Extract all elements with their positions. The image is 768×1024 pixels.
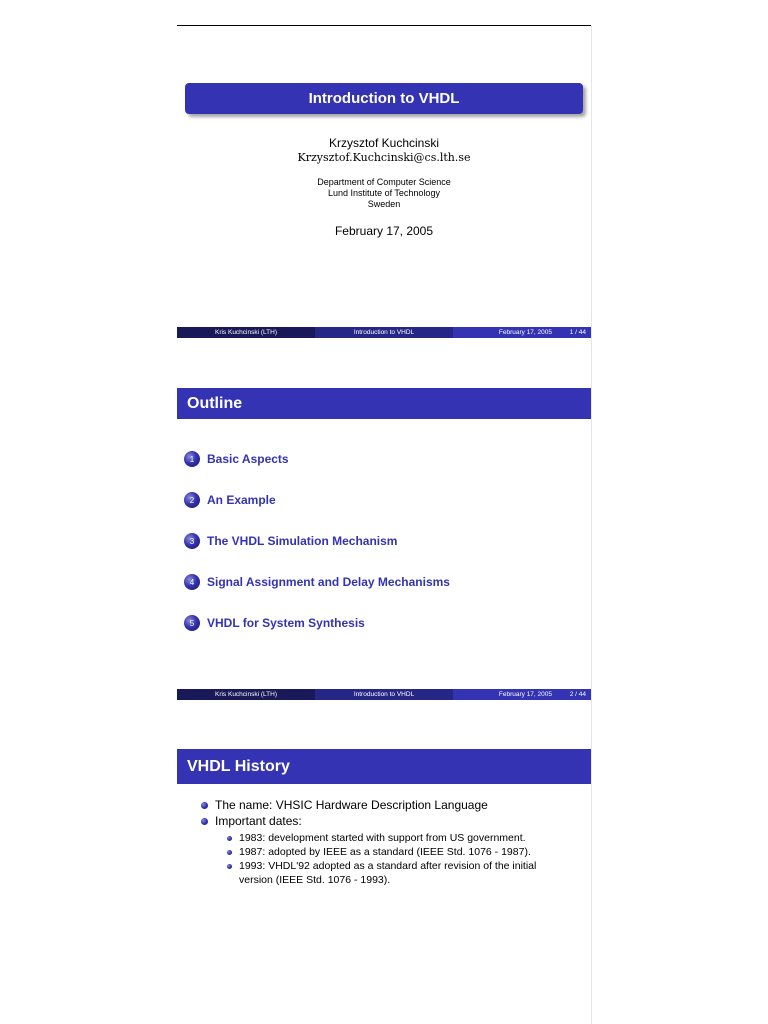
section-number-icon: 2 xyxy=(184,492,200,508)
presentation-date: February 17, 2005 xyxy=(334,224,434,238)
sub-bullet-text: 1993: VHDL'92 adopted as a standard after revision of the initial version (IEEE Std. 1076 - 1993). xyxy=(239,860,537,886)
section-number-icon: 3 xyxy=(184,533,200,549)
footer-title: Introduction to VHDL xyxy=(315,327,453,338)
page-right-edge xyxy=(591,25,592,1024)
sub-bullet-icon xyxy=(227,836,232,841)
outline-item-label: Basic Aspects xyxy=(207,452,289,466)
bullet-item xyxy=(201,798,488,812)
slide-vhdl-history xyxy=(177,749,591,1024)
slide-title-page xyxy=(177,26,591,338)
outline-item[interactable] xyxy=(184,615,365,631)
sub-bullet-icon xyxy=(227,864,232,869)
footer-info xyxy=(453,689,591,700)
institute-department: Department of Computer Science xyxy=(317,177,451,187)
author-email: Krzysztof.Kuchcinski@cs.lth.se xyxy=(297,151,471,164)
slide-outline xyxy=(177,388,591,700)
outline-item[interactable] xyxy=(184,492,276,508)
sub-bullet-text: 1987: adopted by IEEE as a standard (IEEE Std. 1076 - 1987). xyxy=(239,846,531,858)
outline-item[interactable] xyxy=(184,574,450,590)
slide-footer xyxy=(177,327,591,338)
footer-page-number: 1 / 44 xyxy=(569,329,586,336)
outline-item[interactable] xyxy=(184,533,397,549)
bullet-text: Important dates: xyxy=(215,814,302,828)
sub-bullet-item xyxy=(227,860,567,887)
footer-title: Introduction to VHDL xyxy=(315,689,453,700)
section-number-icon: 4 xyxy=(184,574,200,590)
outline-item-label: An Example xyxy=(207,493,276,507)
footer-page-number: 2 / 44 xyxy=(569,691,586,698)
outline-item-label: Signal Assignment and Delay Mechanisms xyxy=(207,575,450,589)
footer-author: Kris Kuchcinski (LTH) xyxy=(177,689,315,700)
bullet-icon xyxy=(201,818,208,825)
frame-title: VHDL History xyxy=(177,749,591,784)
bullet-item xyxy=(201,814,302,828)
outline-item-label: VHDL for System Synthesis xyxy=(207,616,365,630)
sub-bullet-text: 1983: development started with support from US government. xyxy=(239,832,526,844)
presentation-title: Introduction to VHDL xyxy=(308,90,460,107)
section-number-icon: 1 xyxy=(184,451,200,467)
section-number-icon: 5 xyxy=(184,615,200,631)
footer-date: February 17, 2005 xyxy=(498,691,552,698)
footer-date: February 17, 2005 xyxy=(498,329,552,336)
sub-bullet-item xyxy=(227,832,567,846)
bullet-text: The name: VHSIC Hardware Description Language xyxy=(215,798,488,812)
footer-info xyxy=(453,327,591,338)
bullet-icon xyxy=(201,802,208,809)
sub-bullet-icon xyxy=(227,850,232,855)
institute-name: Lund Institute of Technology xyxy=(328,188,440,198)
institute-country: Sweden xyxy=(367,199,401,209)
outline-item[interactable] xyxy=(184,451,289,467)
sub-bullet-item xyxy=(227,846,567,860)
footer-author: Kris Kuchcinski (LTH) xyxy=(177,327,315,338)
presentation-title-box xyxy=(185,83,583,114)
slide-footer xyxy=(177,689,591,700)
frame-title: Outline xyxy=(177,388,591,419)
outline-item-label: The VHDL Simulation Mechanism xyxy=(207,534,398,548)
author-name: Krzysztof Kuchcinski xyxy=(328,136,440,150)
